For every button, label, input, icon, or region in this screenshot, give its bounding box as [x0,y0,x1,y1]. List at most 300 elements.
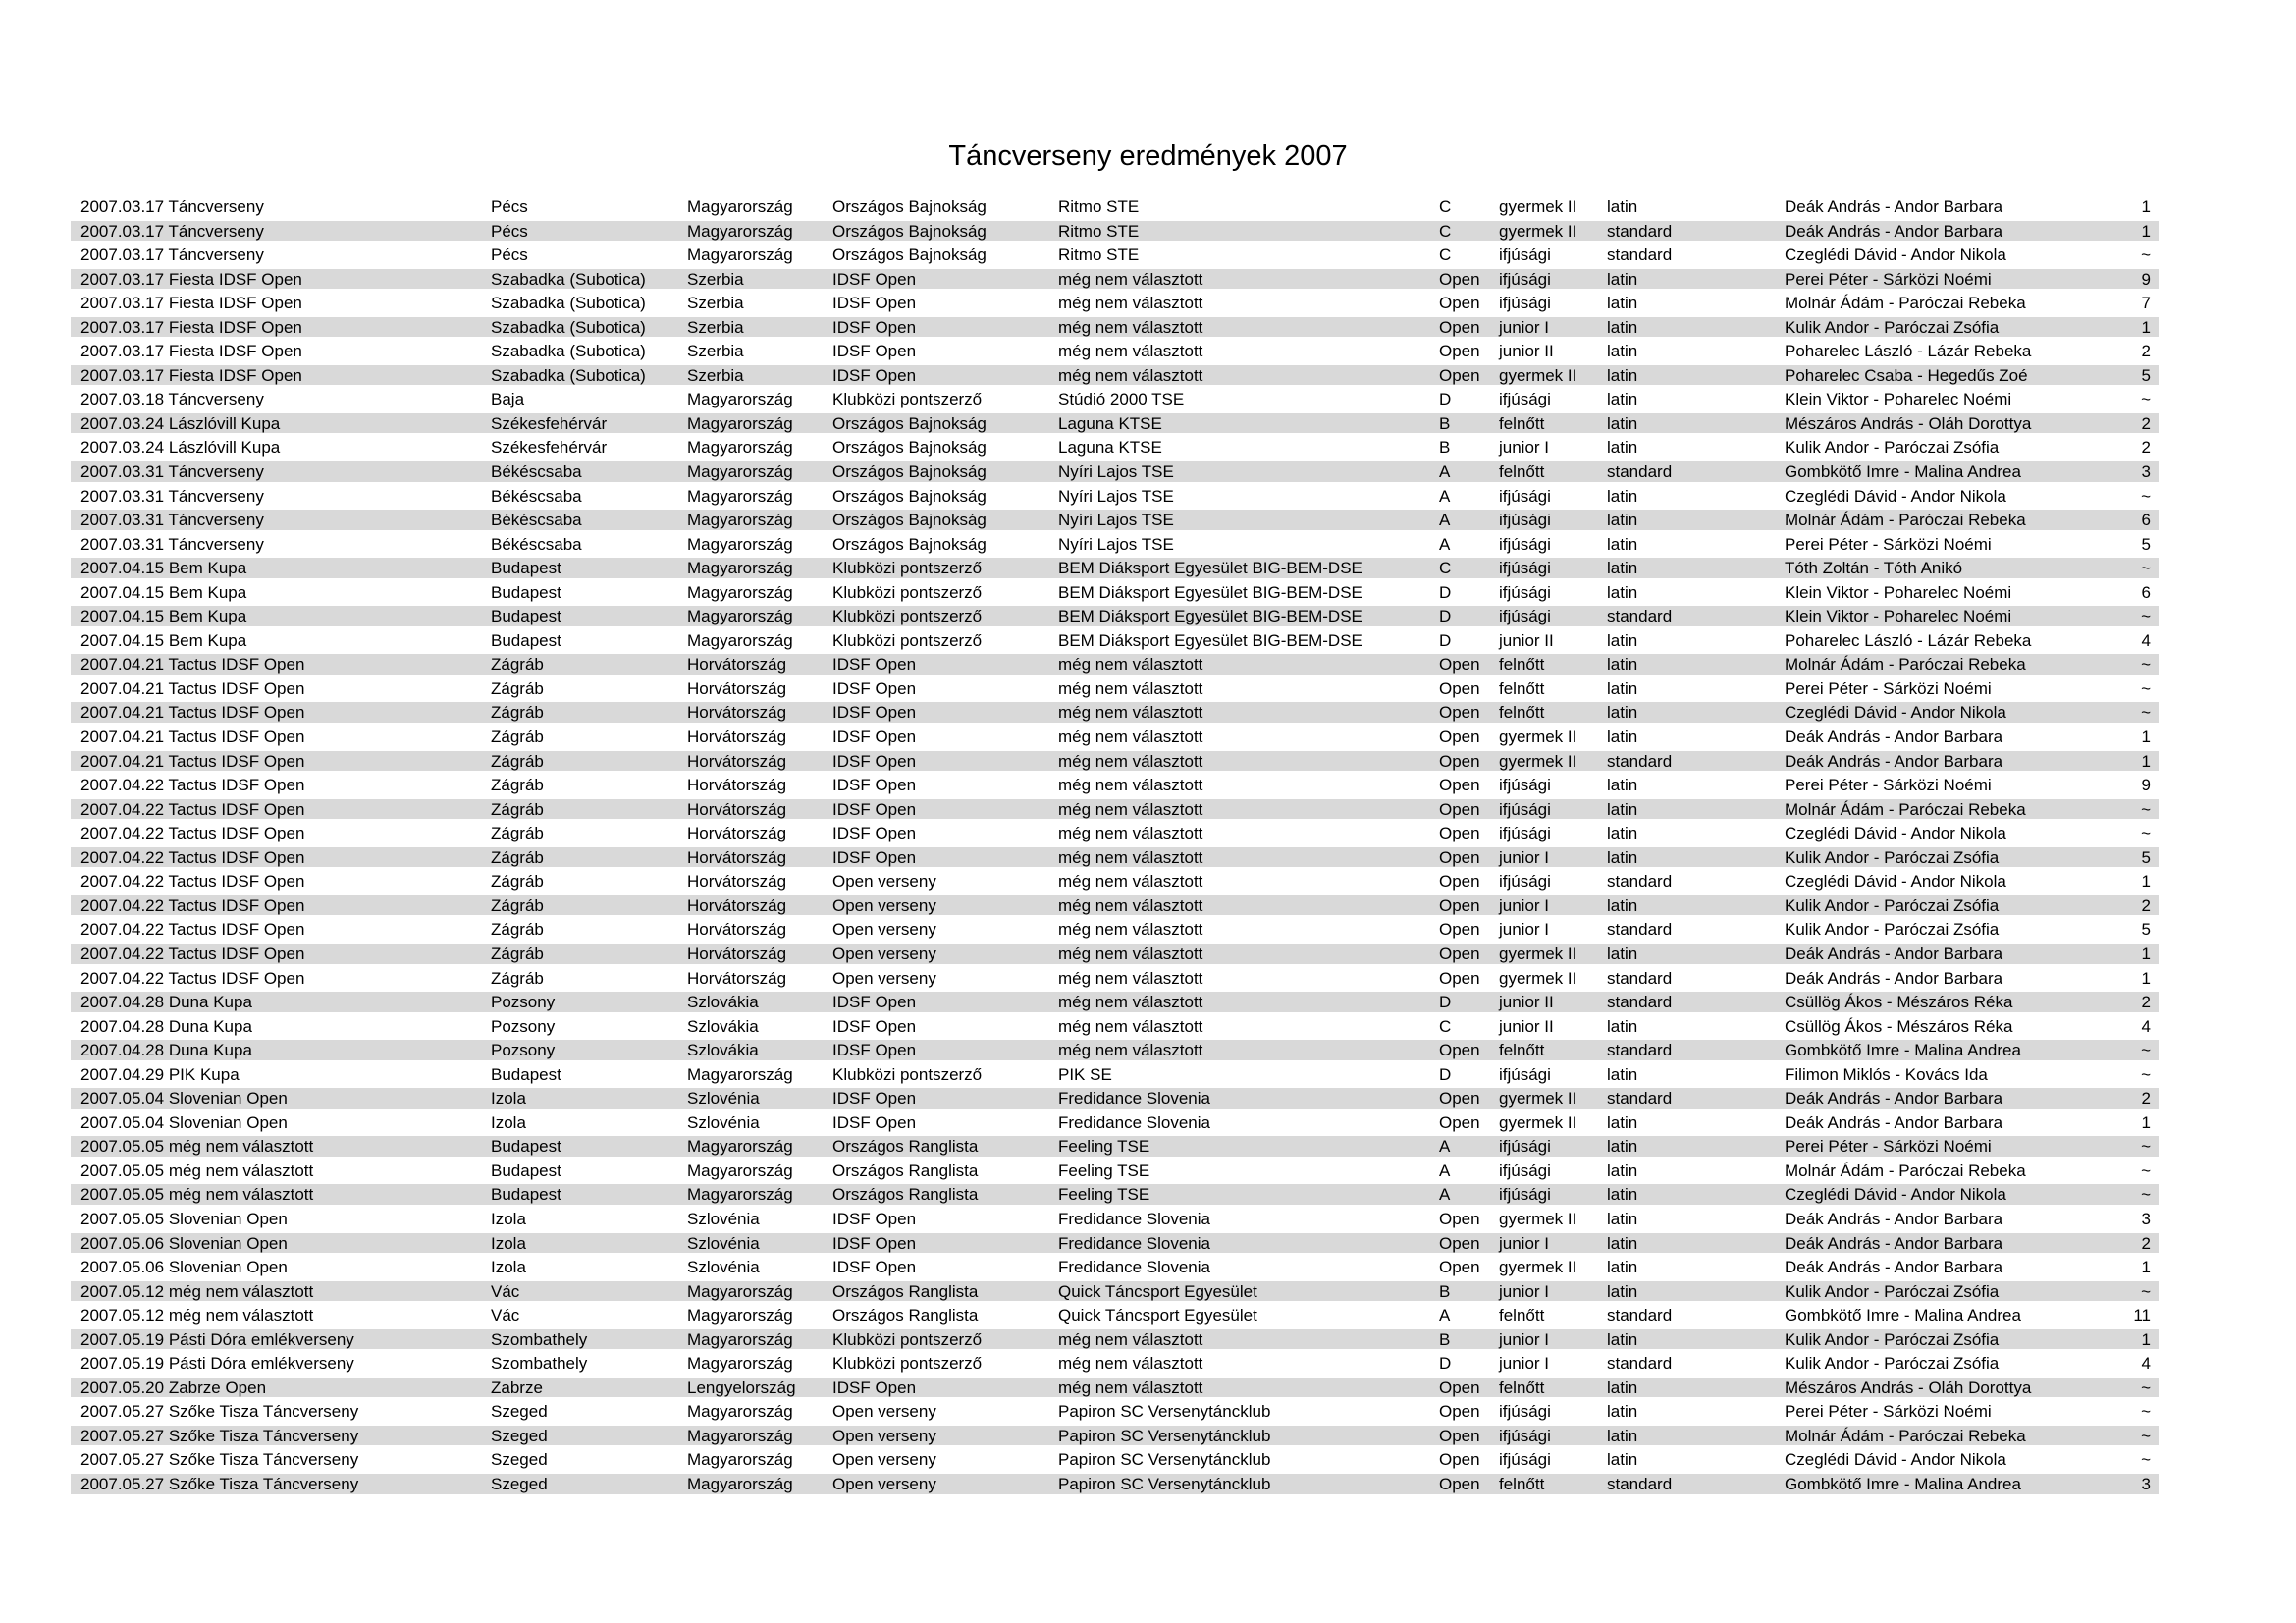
cell-placement: 11 [2133,1306,2151,1325]
cell-competition-category: Klubközi pontszerző [832,630,983,650]
event-name: Táncverseny [168,462,264,482]
cell-dance-style: latin [1607,365,1638,385]
cell-country: Magyarország [687,221,793,241]
table-row [71,436,2159,460]
table-row [71,1328,2159,1353]
event-name: PIK Kupa [168,1064,240,1084]
cell-class: Open [1439,799,1480,819]
event-date: 2007.05.06 [80,1233,165,1253]
cell-competition-category: Országos Bajnokság [832,438,987,458]
cell-club: még nem választott [1058,703,1203,723]
event-name: Tactus IDSF Open [168,776,305,795]
cell-city: Budapest [491,559,561,578]
cell-club: még nem választott [1058,776,1203,795]
cell-country: Magyarország [687,1474,793,1493]
cell-date-event [71,1232,491,1257]
cell-placement: 1 [2141,968,2151,988]
cell-competition-category: Open verseny [832,1402,936,1422]
cell-country: Magyarország [687,511,793,530]
cell-couple: Kulik Andor - Paróczai Zsófia [1785,1281,2000,1301]
cell-placement: ~ [2141,1185,2151,1205]
event-name: Lászlóvill Kupa [168,438,281,458]
cell-competition-category: IDSF Open [832,799,917,819]
event-date: 2007.05.27 [80,1474,165,1493]
cell-city: Székesfehérvár [491,413,608,433]
cell-date-event [71,1280,491,1305]
cell-date-event [71,653,491,677]
cell-dance-style: latin [1607,294,1638,313]
cell-class: Open [1439,342,1480,361]
cell-club: Feeling TSE [1058,1137,1150,1157]
table-row [71,316,2159,341]
cell-couple: Kulik Andor - Paróczai Zsófia [1785,1329,2000,1349]
event-date: 2007.03.17 [80,317,165,337]
cell-competition-category: IDSF Open [832,655,917,675]
table-row [71,1425,2159,1449]
cell-age-group: ifjúsági [1499,607,1551,626]
cell-placement: 2 [2141,1233,2151,1253]
cell-couple: Deák András - Andor Barbara [1785,968,2003,988]
cell-competition-category: Országos Bajnokság [832,413,987,433]
cell-club: még nem választott [1058,342,1203,361]
cell-dance-style: standard [1607,1089,1673,1109]
cell-age-group: felnőtt [1499,1306,1545,1325]
event-date: 2007.05.12 [80,1281,165,1301]
cell-club: még nem választott [1058,655,1203,675]
cell-club: Fredidance Slovenia [1058,1258,1210,1277]
event-name: Tactus IDSF Open [168,824,305,843]
cell-competition-category: IDSF Open [832,678,917,698]
cell-age-group: felnőtt [1499,413,1545,433]
cell-competition-category: IDSF Open [832,703,917,723]
cell-date-event [71,846,491,871]
cell-date-event [71,436,491,460]
cell-class: A [1439,486,1451,506]
cell-class: Open [1439,655,1480,675]
cell-dance-style: latin [1607,1112,1638,1132]
cell-age-group: junior I [1499,1281,1550,1301]
cell-date-event [71,1208,491,1232]
cell-couple: Perei Péter - Sárközi Noémi [1785,1402,1992,1422]
event-date: 2007.05.12 [80,1306,165,1325]
cell-competition-category: IDSF Open [832,317,917,337]
cell-date-event [71,509,491,533]
event-name: Tactus IDSF Open [168,968,305,988]
event-name: Bem Kupa [168,559,247,578]
event-date: 2007.03.24 [80,413,165,433]
cell-age-group: gyermek II [1499,1258,1577,1277]
event-name: Pásti Dóra emlékverseny [168,1354,354,1374]
table-row [71,533,2159,558]
cell-dance-style: latin [1607,799,1638,819]
table-row [71,1015,2159,1040]
event-name: Tactus IDSF Open [168,847,305,867]
cell-placement: 2 [2141,895,2151,915]
table-row [71,774,2159,798]
cell-club: még nem választott [1058,968,1203,988]
cell-class: C [1439,221,1452,241]
cell-couple: Filimon Miklós - Kovács Ida [1785,1064,1988,1084]
cell-dance-style: latin [1607,1161,1638,1180]
cell-date-event [71,701,491,726]
cell-class: B [1439,1281,1451,1301]
cell-age-group: junior I [1499,1329,1550,1349]
cell-date-event [71,629,491,654]
table-row [71,581,2159,606]
cell-club: még nem választott [1058,944,1203,963]
cell-age-group: junior I [1499,895,1550,915]
cell-country: Horvátország [687,799,787,819]
event-date: 2007.05.05 [80,1161,165,1180]
event-date: 2007.04.29 [80,1064,165,1084]
cell-competition-category: Open verseny [832,944,936,963]
cell-date-event [71,1377,491,1401]
event-name: Táncverseny [168,197,264,216]
event-date: 2007.04.28 [80,993,165,1012]
cell-date-event [71,1425,491,1449]
cell-class: D [1439,993,1452,1012]
table-row [71,1280,2159,1305]
cell-placement: 1 [2141,944,2151,963]
event-date: 2007.03.17 [80,365,165,385]
cell-date-event [71,1135,491,1160]
table-row [71,894,2159,919]
cell-couple: Gombkötő Imre - Malina Andrea [1785,1041,2021,1060]
cell-dance-style: latin [1607,582,1638,602]
cell-class: Open [1439,824,1480,843]
event-date: 2007.05.05 [80,1185,165,1205]
event-date: 2007.05.04 [80,1089,165,1109]
table-row [71,292,2159,316]
table-row [71,1232,2159,1257]
event-date: 2007.03.31 [80,462,165,482]
cell-couple: Molnár Ádám - Paróczai Rebeka [1785,511,2026,530]
cell-class: B [1439,1329,1451,1349]
cell-placement: 5 [2141,847,2151,867]
cell-dance-style: latin [1607,1209,1638,1228]
cell-couple: Czeglédi Dávid - Andor Nikola [1785,245,2006,265]
cell-class: Open [1439,1041,1480,1060]
cell-date-event [71,220,491,244]
table-row [71,557,2159,581]
cell-placement: 2 [2141,342,2151,361]
cell-city: Szabadka (Subotica) [491,365,646,385]
cell-city: Zágráb [491,847,544,867]
cell-class: Open [1439,1450,1480,1470]
cell-couple: Czeglédi Dávid - Andor Nikola [1785,1450,2006,1470]
cell-date-event [71,292,491,316]
cell-club: Papiron SC Versenytáncklub [1058,1426,1271,1445]
table-row [71,701,2159,726]
cell-dance-style: latin [1607,655,1638,675]
event-date: 2007.03.31 [80,511,165,530]
cell-club: még nem választott [1058,751,1203,771]
cell-placement: 6 [2141,511,2151,530]
cell-couple: Perei Péter - Sárközi Noémi [1785,678,1992,698]
cell-city: Zágráb [491,920,544,940]
cell-class: Open [1439,920,1480,940]
cell-club: még nem választott [1058,1329,1203,1349]
cell-age-group: gyermek II [1499,365,1577,385]
cell-country: Magyarország [687,197,793,216]
cell-class: A [1439,1137,1451,1157]
cell-placement: 7 [2141,294,2151,313]
cell-city: Zágráb [491,678,544,698]
event-name: Fiesta IDSF Open [168,269,302,289]
cell-country: Szlovákia [687,1016,759,1036]
event-name: Fiesta IDSF Open [168,365,302,385]
cell-country: Magyarország [687,607,793,626]
cell-age-group: junior I [1499,317,1550,337]
event-date: 2007.04.15 [80,559,165,578]
cell-competition-category: Országos Ranglista [832,1161,979,1180]
event-date: 2007.04.15 [80,582,165,602]
cell-couple: Poharelec Csaba - Hegedűs Zoé [1785,365,2028,385]
event-name: Táncverseny [168,511,264,530]
cell-city: Vác [491,1306,520,1325]
cell-city: Zabrze [491,1378,543,1397]
cell-country: Horvátország [687,847,787,867]
cell-city: Békéscsaba [491,462,582,482]
table-row [71,846,2159,871]
cell-class: Open [1439,1089,1480,1109]
cell-dance-style: latin [1607,1378,1638,1397]
cell-city: Zágráb [491,968,544,988]
cell-couple: Molnár Ádám - Paróczai Rebeka [1785,655,2026,675]
cell-country: Magyarország [687,630,793,650]
cell-date-event [71,967,491,992]
cell-age-group: gyermek II [1499,944,1577,963]
event-name: Slovenian Open [168,1112,288,1132]
cell-age-group: junior II [1499,993,1554,1012]
cell-club: Fredidance Slovenia [1058,1112,1210,1132]
cell-city: Budapest [491,1137,561,1157]
cell-couple: Perei Péter - Sárközi Noémi [1785,776,1992,795]
cell-competition-category: Országos Ranglista [832,1137,979,1157]
cell-dance-style: latin [1607,1402,1638,1422]
cell-date-event [71,388,491,412]
cell-class: Open [1439,968,1480,988]
cell-placement: 4 [2141,1354,2151,1374]
cell-age-group: gyermek II [1499,751,1577,771]
cell-placement: 3 [2141,1474,2151,1493]
cell-competition-category: IDSF Open [832,294,917,313]
cell-couple: Perei Péter - Sárközi Noémi [1785,534,1992,554]
cell-dance-style: standard [1607,245,1673,265]
table-row [71,195,2159,220]
cell-couple: Deák András - Andor Barbara [1785,1089,2003,1109]
cell-club: Nyíri Lajos TSE [1058,462,1174,482]
cell-city: Zágráb [491,799,544,819]
event-name: Tactus IDSF Open [168,678,305,698]
cell-dance-style: latin [1607,197,1638,216]
cell-club: még nem választott [1058,799,1203,819]
cell-age-group: ifjúsági [1499,776,1551,795]
cell-date-event [71,460,491,485]
cell-competition-category: IDSF Open [832,847,917,867]
event-name: Tactus IDSF Open [168,751,305,771]
cell-date-event [71,1448,491,1473]
cell-couple: Deák András - Andor Barbara [1785,221,2003,241]
cell-placement: 5 [2141,534,2151,554]
table-row [71,1063,2159,1088]
cell-city: Budapest [491,1185,561,1205]
cell-city: Békéscsaba [491,486,582,506]
cell-club: még nem választott [1058,872,1203,892]
cell-club: Ritmo STE [1058,245,1140,265]
table-row [71,1039,2159,1063]
cell-class: D [1439,390,1452,409]
cell-country: Magyarország [687,1161,793,1180]
cell-class: Open [1439,1378,1480,1397]
cell-date-event [71,557,491,581]
cell-placement: 1 [2141,728,2151,747]
cell-age-group: ifjúsági [1499,799,1551,819]
cell-date-event [71,1063,491,1088]
cell-competition-category: Open verseny [832,1474,936,1493]
event-date: 2007.05.27 [80,1450,165,1470]
cell-couple: Kulik Andor - Paróczai Zsófia [1785,847,2000,867]
cell-club: Papiron SC Versenytáncklub [1058,1402,1271,1422]
cell-age-group: gyermek II [1499,197,1577,216]
cell-placement: ~ [2141,1041,2151,1060]
event-name: Slovenian Open [168,1209,288,1228]
cell-age-group: felnőtt [1499,1378,1545,1397]
cell-club: Feeling TSE [1058,1161,1150,1180]
table-row [71,629,2159,654]
cell-dance-style: latin [1607,847,1638,867]
cell-class: C [1439,559,1452,578]
cell-class: Open [1439,1474,1480,1493]
cell-class: A [1439,511,1451,530]
cell-competition-category: Klubközi pontszerző [832,559,983,578]
cell-age-group: ifjúsági [1499,1426,1551,1445]
cell-date-event [71,485,491,510]
cell-dance-style: standard [1607,751,1673,771]
cell-competition-category: IDSF Open [832,342,917,361]
cell-age-group: junior I [1499,1233,1550,1253]
cell-dance-style: latin [1607,1258,1638,1277]
table-row [71,1473,2159,1497]
cell-date-event [71,1400,491,1425]
table-row [71,388,2159,412]
cell-dance-style: latin [1607,824,1638,843]
cell-date-event [71,677,491,702]
table-row [71,1135,2159,1160]
event-date: 2007.04.22 [80,799,165,819]
cell-city: Szabadka (Subotica) [491,269,646,289]
cell-placement: 2 [2141,413,2151,433]
cell-class: D [1439,630,1452,650]
event-date: 2007.04.22 [80,776,165,795]
cell-date-event [71,243,491,268]
event-date: 2007.03.31 [80,486,165,506]
cell-class: D [1439,1354,1452,1374]
cell-placement: ~ [2141,607,2151,626]
event-name: Táncverseny [168,390,264,409]
cell-city: Budapest [491,1064,561,1084]
cell-date-event [71,1183,491,1208]
cell-class: Open [1439,728,1480,747]
event-name: Tactus IDSF Open [168,728,305,747]
cell-dance-style: standard [1607,1306,1673,1325]
cell-placement: 5 [2141,920,2151,940]
table-row [71,918,2159,943]
table-row [71,798,2159,823]
cell-age-group: ifjúsági [1499,1137,1551,1157]
cell-country: Horvátország [687,872,787,892]
cell-city: Szabadka (Subotica) [491,342,646,361]
cell-class: Open [1439,294,1480,313]
cell-couple: Deák András - Andor Barbara [1785,1258,2003,1277]
cell-city: Izola [491,1112,526,1132]
cell-couple: Molnár Ádám - Paróczai Rebeka [1785,799,2026,819]
cell-country: Szlovénia [687,1209,760,1228]
cell-country: Magyarország [687,486,793,506]
cell-class: Open [1439,317,1480,337]
cell-country: Horvátország [687,944,787,963]
cell-country: Horvátország [687,968,787,988]
event-name: Duna Kupa [168,1041,252,1060]
event-date: 2007.04.22 [80,824,165,843]
cell-dance-style: latin [1607,269,1638,289]
page-title: Táncverseny eredmények 2007 [948,140,1348,172]
cell-age-group: junior II [1499,630,1554,650]
cell-date-event [71,894,491,919]
cell-placement: ~ [2141,1281,2151,1301]
event-date: 2007.04.22 [80,968,165,988]
cell-couple: Molnár Ádám - Paróczai Rebeka [1785,1161,2026,1180]
cell-placement: 2 [2141,1089,2151,1109]
cell-age-group: felnőtt [1499,1474,1545,1493]
cell-dance-style: latin [1607,678,1638,698]
event-name: még nem választott [168,1137,314,1157]
cell-age-group: gyermek II [1499,221,1577,241]
table-row [71,243,2159,268]
cell-class: C [1439,1016,1452,1036]
cell-placement: ~ [2141,824,2151,843]
cell-dance-style: latin [1607,630,1638,650]
cell-club: BEM Diáksport Egyesület BIG-BEM-DSE [1058,582,1362,602]
table-row [71,967,2159,992]
cell-competition-category: Open verseny [832,1450,936,1470]
cell-city: Szabadka (Subotica) [491,294,646,313]
cell-country: Magyarország [687,1450,793,1470]
cell-city: Békéscsaba [491,534,582,554]
cell-club: Laguna KTSE [1058,413,1162,433]
cell-class: Open [1439,847,1480,867]
cell-competition-category: Klubközi pontszerző [832,607,983,626]
cell-country: Szerbia [687,342,744,361]
cell-country: Horvátország [687,728,787,747]
cell-city: Izola [491,1233,526,1253]
cell-dance-style: standard [1607,462,1673,482]
cell-placement: 9 [2141,269,2151,289]
cell-country: Horvátország [687,655,787,675]
event-date: 2007.05.05 [80,1137,165,1157]
cell-placement: ~ [2141,245,2151,265]
event-name: Táncverseny [168,245,264,265]
cell-age-group: gyermek II [1499,968,1577,988]
cell-age-group: ifjúsági [1499,390,1551,409]
cell-couple: Czeglédi Dávid - Andor Nikola [1785,486,2006,506]
cell-city: Pozsony [491,993,556,1012]
cell-age-group: ifjúsági [1499,1450,1551,1470]
cell-couple: Czeglédi Dávid - Andor Nikola [1785,1185,2006,1205]
cell-competition-category: Open verseny [832,872,936,892]
cell-couple: Kulik Andor - Paróczai Zsófia [1785,1354,2000,1374]
cell-club: Papiron SC Versenytáncklub [1058,1450,1271,1470]
